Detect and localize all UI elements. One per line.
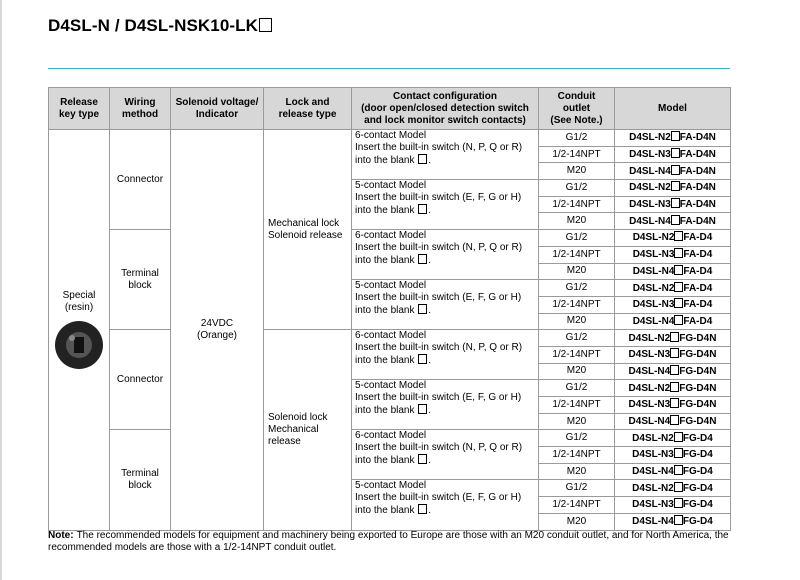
conduit-cell: M20: [539, 363, 615, 380]
header-model: Model: [615, 88, 731, 130]
conduit-cell: G1/2: [539, 380, 615, 397]
blank-box-icon: [671, 215, 680, 225]
contact-6-description: 6-contact Model Insert the built-in switch (N, P, Q or R) into the blank .: [352, 230, 539, 280]
model-cell: D4SL-N4 FG-D4N: [615, 413, 731, 430]
model-cell: D4SL-N2 FA-D4N: [615, 180, 731, 197]
table-row: [49, 230, 731, 247]
blank-box-icon: [670, 398, 679, 408]
blank-box-icon: [418, 204, 427, 214]
contact-5-description: 5-contact Model Insert the built-in switch (E, F, G or H) into the blank .: [352, 180, 539, 230]
contact-5-description: 5-contact Model Insert the built-in switch (E, F, G or H) into the blank .: [352, 280, 539, 330]
model-cell: D4SL-N2 FG-D4N: [615, 330, 731, 347]
model-cell: D4SL-N3 FG-D4: [615, 447, 731, 464]
blank-box-icon: [671, 165, 680, 175]
wiring-terminal-block-cell: Terminal block: [110, 230, 171, 330]
contact-5-description: 5-contact Model Insert the built-in switch (E, F, G or H) into the blank .: [352, 480, 539, 530]
model-cell: D4SL-N3 FA-D4N: [615, 196, 731, 213]
conduit-cell: 1/2-14NPT: [539, 146, 615, 163]
release-key-icon: [54, 320, 104, 370]
wiring-terminal-block-cell: Terminal block: [110, 430, 171, 530]
contact-6-description: 6-contact Model Insert the built-in switch (N, P, Q or R) into the blank .: [352, 130, 539, 180]
blank-box-icon: [674, 465, 683, 475]
table-header-row: [49, 88, 731, 130]
model-cell: D4SL-N3 FG-D4: [615, 497, 731, 514]
blank-box-icon: [670, 332, 679, 342]
conduit-cell: G1/2: [539, 130, 615, 147]
conduit-cell: M20: [539, 463, 615, 480]
contact-6-description: 6-contact Model Insert the built-in switch (N, P, Q or R) into the blank .: [352, 330, 539, 380]
conduit-cell: 1/2-14NPT: [539, 196, 615, 213]
blank-box-icon: [418, 154, 427, 164]
model-cell: D4SL-N2 FG-D4: [615, 430, 731, 447]
model-cell: D4SL-N4 FG-D4: [615, 513, 731, 530]
header-wiring-method: Wiring method: [110, 88, 171, 130]
model-cell: D4SL-N2 FA-D4: [615, 230, 731, 247]
blank-box-icon: [670, 382, 679, 392]
model-cell: D4SL-N2 FG-D4: [615, 480, 731, 497]
header-solenoid-voltage: Solenoid voltage/ Indicator: [171, 88, 264, 130]
blank-box-icon: [418, 404, 427, 414]
wiring-connector-cell: Connector: [110, 330, 171, 430]
model-cell: D4SL-N4 FA-D4N: [615, 213, 731, 230]
blank-box-icon: [674, 515, 683, 525]
model-cell: D4SL-N3 FA-D4N: [615, 146, 731, 163]
conduit-cell: 1/2-14NPT: [539, 397, 615, 414]
blank-box-icon: [674, 482, 683, 492]
blank-box-icon: [418, 354, 427, 364]
page-left-edge: [0, 0, 2, 580]
conduit-cell: G1/2: [539, 480, 615, 497]
conduit-cell: 1/2-14NPT: [539, 246, 615, 263]
title-divider: [48, 68, 730, 69]
conduit-cell: 1/2-14NPT: [539, 296, 615, 313]
blank-box-icon: [418, 304, 427, 314]
model-cell: D4SL-N2 FA-D4N: [615, 130, 731, 147]
conduit-cell: G1/2: [539, 330, 615, 347]
model-cell: D4SL-N2 FA-D4: [615, 280, 731, 297]
model-cell: D4SL-N2 FG-D4N: [615, 380, 731, 397]
conduit-cell: M20: [539, 513, 615, 530]
blank-box-icon: [671, 131, 680, 141]
table-row: [49, 430, 731, 447]
blank-box-icon: [671, 198, 680, 208]
conduit-cell: 1/2-14NPT: [539, 497, 615, 514]
solenoid-voltage-cell: 24VDC (Orange): [171, 130, 264, 531]
model-cell: D4SL-N3 FG-D4N: [615, 397, 731, 414]
contact-6-description: 6-contact Model Insert the built-in switch (N, P, Q or R) into the blank .: [352, 430, 539, 480]
blank-box-icon: [418, 254, 427, 264]
blank-box-icon: [671, 148, 680, 158]
header-release-key-type: Release key type: [49, 88, 110, 130]
model-cell: D4SL-N3 FA-D4: [615, 296, 731, 313]
conduit-cell: M20: [539, 413, 615, 430]
note-text: The recommended models for equipment and machinery being exported to Europe are those with an M20 conduit outlet, and for North America, the recommended models are those with a 1/2-14NPT conduit outlet.: [48, 530, 729, 553]
blank-box-icon: [670, 365, 679, 375]
blank-box-icon: [674, 448, 683, 458]
release-key-type-cell: Special (resin): [49, 130, 110, 531]
conduit-cell: 1/2-14NPT: [539, 346, 615, 363]
table-row: [49, 330, 731, 347]
blank-box-icon: [674, 432, 683, 442]
header-lock-release-type: Lock and release type: [264, 88, 352, 130]
model-cell: D4SL-N4 FA-D4N: [615, 163, 731, 180]
conduit-cell: G1/2: [539, 230, 615, 247]
model-cell: D4SL-N4 FG-D4N: [615, 363, 731, 380]
header-contact-configuration: Contact configuration (door open/closed detection switch and lock monitor switch contacts): [352, 88, 539, 130]
conduit-cell: G1/2: [539, 430, 615, 447]
wiring-connector-cell: Connector: [110, 130, 171, 230]
blank-box-icon: [670, 348, 679, 358]
blank-box-icon: [259, 18, 272, 32]
blank-box-icon: [418, 454, 427, 464]
conduit-cell: G1/2: [539, 180, 615, 197]
model-cell: D4SL-N4 FA-D4: [615, 313, 731, 330]
model-table: [48, 87, 731, 531]
lock-type-solenoid-lock-cell: Solenoid lock Mechanical release: [264, 330, 352, 530]
lock-type-mechanical-lock-cell: Mechanical lock Solenoid release: [264, 130, 352, 330]
model-cell: D4SL-N4 FG-D4: [615, 463, 731, 480]
model-cell: D4SL-N4 FA-D4: [615, 263, 731, 280]
model-cell: D4SL-N3 FG-D4N: [615, 346, 731, 363]
model-cell: D4SL-N3 FA-D4: [615, 246, 731, 263]
conduit-cell: M20: [539, 313, 615, 330]
blank-box-icon: [670, 415, 679, 425]
contact-5-description: 5-contact Model Insert the built-in switch (E, F, G or H) into the blank .: [352, 380, 539, 430]
header-conduit-outlet: Conduit outlet (See Note.): [539, 88, 615, 130]
footnote: [48, 530, 738, 554]
blank-box-icon: [418, 504, 427, 514]
blank-box-icon: [671, 181, 680, 191]
page-title: D4SL-N / D4SL-NSK10-LK: [48, 16, 272, 36]
conduit-cell: M20: [539, 163, 615, 180]
conduit-cell: M20: [539, 213, 615, 230]
table-row: [49, 130, 731, 147]
blank-box-icon: [674, 498, 683, 508]
conduit-cell: 1/2-14NPT: [539, 447, 615, 464]
conduit-cell: G1/2: [539, 280, 615, 297]
note-label: Note:: [48, 530, 74, 541]
conduit-cell: M20: [539, 263, 615, 280]
